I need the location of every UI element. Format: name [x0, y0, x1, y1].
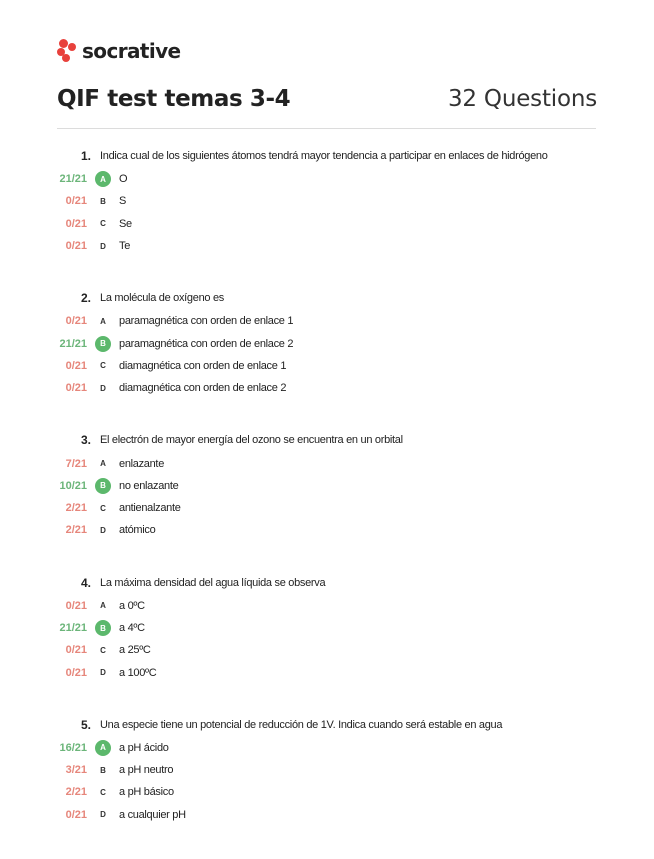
answer-score: 0/21	[65, 195, 87, 208]
question-text: La máxima densidad del agua líquida se observa	[100, 576, 326, 589]
question-header	[0, 432, 654, 448]
answer-letter-badge: A	[100, 459, 106, 469]
header-divider	[57, 128, 596, 129]
answer-score: 0/21	[65, 599, 87, 612]
question-text: Indica cual de los siguientes átomos tendrá mayor tendencia a participar en enlaces de hidrógeno	[100, 150, 548, 162]
answer-text: a 25ºC	[119, 644, 151, 657]
answer-row	[0, 595, 654, 617]
correct-answer-badge: A	[95, 740, 111, 756]
answer-letter-badge: A	[100, 601, 106, 611]
socrative-logo	[57, 38, 180, 64]
answer-score: 10/21	[59, 479, 87, 492]
answer-row	[0, 759, 654, 781]
question-block	[0, 717, 654, 826]
answer-score: 0/21	[65, 359, 87, 372]
answer-text: a pH neutro	[119, 764, 174, 777]
answer-text: a pH básico	[119, 786, 174, 799]
page-title: QIF test temas 3-4	[57, 86, 291, 112]
answer-row	[0, 617, 654, 639]
answer-score: 2/21	[65, 524, 87, 537]
answer-row	[0, 355, 654, 377]
answer-letter-badge: C	[100, 503, 106, 513]
answer-row	[0, 235, 654, 257]
answer-text: paramagnética con orden de enlace 1	[119, 315, 294, 328]
answer-letter-badge: D	[100, 241, 106, 251]
answer-text: enlazante	[119, 457, 165, 470]
correct-answer-badge: B	[95, 478, 111, 494]
answer-letter-badge: D	[100, 383, 106, 393]
answer-row	[0, 332, 654, 354]
answer-score: 0/21	[65, 382, 87, 395]
answer-letter-badge: C	[100, 219, 106, 229]
question-text: La molécula de oxígeno es	[100, 292, 224, 305]
question-number: 5.	[80, 717, 91, 732]
answer-letter-badge: D	[100, 668, 106, 678]
question-block	[0, 148, 654, 257]
question-text: Una especie tiene un potencial de reducción de 1V. Indica cuando será estable en agua	[100, 718, 503, 731]
answer-text: Te	[119, 240, 131, 253]
answer-row	[0, 190, 654, 212]
answer-text: S	[119, 195, 127, 208]
answer-score: 7/21	[65, 457, 87, 470]
answer-score: 21/21	[59, 337, 87, 350]
answer-text: a 4ºC	[119, 622, 145, 634]
question-header	[0, 290, 654, 306]
answer-score: 21/21	[59, 173, 87, 186]
answer-text: O	[119, 173, 128, 186]
answer-score: 0/21	[65, 315, 87, 328]
answer-row	[0, 661, 654, 683]
answer-letter-badge: C	[100, 361, 106, 371]
answer-text: atómico	[119, 524, 156, 537]
answer-letter-badge: C	[100, 645, 106, 655]
question-block	[0, 432, 654, 541]
answer-row	[0, 497, 654, 519]
socrative-logo-icon	[57, 39, 77, 63]
question-text: El electrón de mayor energía del ozono se encuentra en un orbital	[100, 434, 403, 447]
answer-row	[0, 639, 654, 661]
answer-score: 0/21	[65, 644, 87, 657]
correct-answer-badge: B	[95, 620, 111, 636]
answer-letter-badge: B	[100, 196, 106, 206]
question-block	[0, 575, 654, 684]
answer-text: a pH ácido	[119, 741, 169, 754]
answer-text: paramagnética con orden de enlace 2	[119, 337, 294, 350]
brand-name: socrative	[82, 39, 181, 63]
answer-score: 0/21	[65, 666, 87, 679]
question-number: 2.	[80, 291, 91, 306]
answer-row	[0, 475, 654, 497]
answer-text: no enlazante	[119, 479, 179, 492]
answer-text: a 0ºC	[119, 599, 145, 612]
answer-score: 3/21	[65, 764, 87, 777]
answer-score: 21/21	[59, 622, 87, 634]
question-number: 3.	[80, 433, 91, 448]
question-header	[0, 148, 654, 164]
question-header	[0, 717, 654, 733]
question-block	[0, 290, 654, 399]
answer-row	[0, 519, 654, 541]
answer-row	[0, 310, 654, 332]
answer-letter-badge: D	[100, 525, 106, 535]
answer-text: diamagnética con orden de enlace 2	[119, 382, 287, 395]
correct-answer-badge: B	[95, 336, 111, 352]
answer-row	[0, 377, 654, 399]
answer-letter-badge: C	[100, 787, 106, 797]
answer-text: a 100ºC	[119, 666, 157, 679]
answer-score: 2/21	[65, 786, 87, 799]
answer-row	[0, 213, 654, 235]
answer-row	[0, 737, 654, 759]
answer-score: 16/21	[59, 741, 87, 754]
answer-letter-badge: D	[100, 810, 106, 820]
answer-score: 0/21	[65, 808, 87, 821]
answer-row	[0, 804, 654, 826]
question-number: 4.	[80, 575, 91, 590]
answer-text: a cualquier pH	[119, 808, 186, 821]
question-header	[0, 575, 654, 591]
answer-row	[0, 781, 654, 803]
question-list	[0, 148, 654, 859]
answer-letter-badge: B	[100, 765, 106, 775]
correct-answer-badge: A	[95, 171, 111, 187]
answer-text: diamagnética con orden de enlace 1	[119, 359, 287, 372]
answer-text: antienalzante	[119, 502, 181, 515]
answer-text: Se	[119, 217, 132, 230]
answer-score: 0/21	[65, 240, 87, 253]
answer-letter-badge: A	[100, 316, 106, 326]
question-number: 1.	[80, 149, 91, 163]
answer-score: 2/21	[65, 502, 87, 515]
answer-row	[0, 168, 654, 190]
question-count: 32 Questions	[447, 86, 597, 112]
answer-score: 0/21	[65, 217, 87, 230]
answer-row	[0, 452, 654, 474]
